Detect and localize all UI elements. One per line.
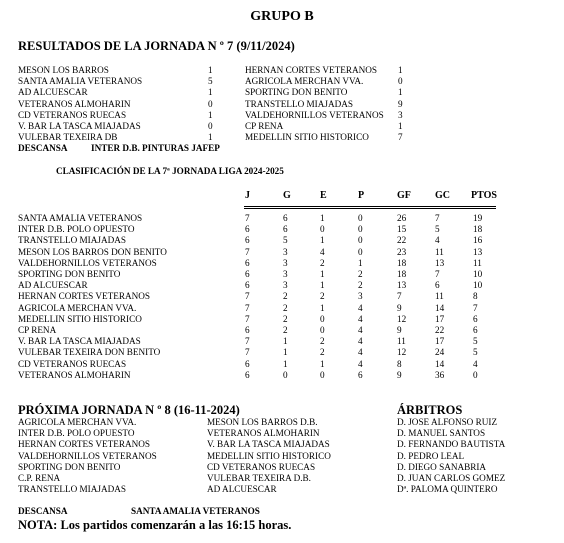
result-away-team: SPORTING DON BENITO bbox=[245, 87, 348, 98]
standings-gf: 13 bbox=[397, 280, 407, 291]
standings-gc: 22 bbox=[435, 325, 445, 335]
standings-j: 7 bbox=[245, 313, 250, 324]
standings-gf: 7 bbox=[397, 291, 402, 302]
standings-p: 4 bbox=[358, 325, 363, 335]
standings-gf: 9 bbox=[397, 369, 402, 380]
referee-name: D. MANUEL SANTOS bbox=[397, 428, 486, 439]
standings-g: 3 bbox=[283, 257, 288, 268]
standings-g: 6 bbox=[283, 213, 288, 223]
standings-team: VULEBAR TEXEIRA DON BENITO bbox=[18, 347, 161, 358]
standings-e: 4 bbox=[320, 246, 325, 257]
standings-g: 3 bbox=[283, 269, 288, 279]
next-away-team: MEDELLIN SITIO HISTORICO bbox=[207, 450, 331, 461]
standings-ptos: 16 bbox=[473, 235, 483, 246]
standings-ptos: 5 bbox=[473, 347, 478, 358]
standings-j: 7 bbox=[245, 246, 250, 257]
referee-name: D. FERNANDO BAUTISTA bbox=[397, 439, 506, 450]
standings-gc: 5 bbox=[435, 224, 440, 235]
standings-g: 6 bbox=[283, 224, 288, 235]
standings-gc: 11 bbox=[435, 246, 444, 257]
result-home-score: 0 bbox=[208, 121, 213, 131]
standings-p: 0 bbox=[358, 246, 363, 257]
standings-j: 7 bbox=[245, 336, 250, 347]
standings-j: 7 bbox=[245, 291, 250, 302]
standings-team: VALDEHORNILLOS VETERANOS bbox=[18, 257, 157, 268]
next-home-team: SPORTING DON BENITO bbox=[18, 461, 121, 472]
standings-gc: 7 bbox=[435, 213, 440, 223]
standings-j: 6 bbox=[245, 369, 250, 380]
header-gc: GC bbox=[435, 190, 450, 201]
result-away-score: 3 bbox=[398, 109, 403, 120]
standings-p: 4 bbox=[358, 302, 363, 313]
next-home-team: C.P. RENA bbox=[18, 473, 61, 483]
result-home-score: 1 bbox=[208, 87, 213, 98]
next-rest-label: DESCANSA bbox=[18, 506, 68, 516]
header-j: J bbox=[245, 190, 250, 201]
standings-g: 2 bbox=[283, 313, 288, 324]
standings-gc: 14 bbox=[435, 358, 445, 369]
result-home-team: VULEBAR TEXEIRA DB bbox=[18, 132, 118, 143]
result-away-team: MEDELLIN SITIO HISTORICO bbox=[245, 132, 369, 143]
next-home-team: VALDEHORNILLOS VETERANOS bbox=[18, 450, 157, 461]
standings-p: 0 bbox=[358, 224, 363, 235]
next-away-team: AD ALCUESCAR bbox=[207, 484, 277, 495]
standings-e: 2 bbox=[320, 336, 325, 347]
standings-g: 3 bbox=[283, 246, 288, 257]
standings-team: VETERANOS ALMOHARIN bbox=[18, 369, 131, 380]
standings-header-rule-2 bbox=[244, 208, 496, 209]
standings-gf: 22 bbox=[397, 235, 407, 246]
standings-gf: 11 bbox=[397, 336, 406, 347]
standings-p: 4 bbox=[358, 336, 363, 347]
standings-ptos: 10 bbox=[473, 280, 483, 291]
standings-gf: 23 bbox=[397, 246, 407, 257]
standings-g: 3 bbox=[283, 280, 288, 291]
standings-gc: 17 bbox=[435, 313, 445, 324]
result-home-team: VETERANOS ALMOHARIN bbox=[18, 98, 131, 109]
standings-p: 0 bbox=[358, 235, 363, 246]
next-away-team: CD VETERANOS RUECAS bbox=[207, 461, 316, 472]
standings-team: SANTA AMALIA VETERANOS bbox=[18, 213, 143, 223]
result-away-team: AGRICOLA MERCHAN VVA. bbox=[245, 76, 364, 87]
standings-ptos: 5 bbox=[473, 336, 478, 347]
standings-g: 0 bbox=[283, 369, 288, 380]
result-home-score: 1 bbox=[208, 132, 213, 143]
standings-team: MEDELLIN SITIO HISTORICO bbox=[18, 313, 142, 324]
result-away-team: TRANSTELLO MIAJADAS bbox=[245, 98, 353, 109]
standings-gf: 9 bbox=[397, 325, 402, 335]
standings-e: 0 bbox=[320, 224, 325, 235]
standings-ptos: 4 bbox=[473, 358, 478, 369]
standings-header-rule bbox=[244, 206, 496, 207]
next-away-team: VETERANOS ALMOHARIN bbox=[207, 428, 320, 439]
result-away-score: 1 bbox=[398, 87, 403, 98]
standings-j: 7 bbox=[245, 213, 250, 223]
standings-gf: 18 bbox=[397, 257, 407, 268]
standings-e: 1 bbox=[320, 302, 325, 313]
standings-p: 3 bbox=[358, 291, 363, 302]
standings-ptos: 6 bbox=[473, 313, 478, 324]
header-gf: GF bbox=[397, 190, 411, 201]
header-p: P bbox=[358, 190, 365, 201]
standings-g: 5 bbox=[283, 235, 288, 246]
header-e: E bbox=[320, 190, 327, 201]
result-home-team: MESON LOS BARROS bbox=[18, 65, 109, 75]
standings-team: CP RENA bbox=[18, 325, 57, 335]
standings-p: 1 bbox=[358, 257, 363, 268]
result-home-score: 1 bbox=[208, 65, 213, 75]
standings-gf: 12 bbox=[397, 313, 407, 324]
standings-g: 2 bbox=[283, 325, 288, 335]
standings-j: 7 bbox=[245, 302, 250, 313]
result-home-team: SANTA AMALIA VETERANOS bbox=[18, 76, 143, 87]
result-away-team: HERNAN CORTES VETERANOS bbox=[245, 65, 377, 75]
standings-j: 6 bbox=[245, 358, 250, 369]
standings-j: 6 bbox=[245, 235, 250, 246]
standings-e: 0 bbox=[320, 369, 325, 380]
next-home-team: TRANSTELLO MIAJADAS bbox=[18, 484, 126, 495]
standings-e: 0 bbox=[320, 325, 325, 335]
standings-p: 0 bbox=[358, 213, 363, 223]
referee-name: D. PEDRO LEAL bbox=[397, 450, 465, 461]
result-away-score: 1 bbox=[398, 121, 403, 131]
standings-gc: 11 bbox=[435, 291, 444, 302]
standings-gc: 36 bbox=[435, 369, 445, 380]
standings-g: 2 bbox=[283, 291, 288, 302]
result-home-score: 5 bbox=[208, 76, 213, 87]
standings-gf: 18 bbox=[397, 269, 407, 279]
header-ptos: PTOS bbox=[471, 190, 497, 201]
standings-j: 7 bbox=[245, 347, 250, 358]
result-away-score: 0 bbox=[398, 76, 403, 87]
standings-gc: 13 bbox=[435, 257, 445, 268]
standings-p: 6 bbox=[358, 369, 363, 380]
standings-team: AD ALCUESCAR bbox=[18, 280, 88, 291]
next-away-team: MESON LOS BARROS D.B. bbox=[207, 417, 318, 427]
note: NOTA: Los partidos comenzarán a las 16:15 horas. bbox=[18, 518, 292, 532]
standings-gf: 8 bbox=[397, 358, 402, 369]
standings-ptos: 10 bbox=[473, 269, 483, 279]
result-away-team: CP RENA bbox=[245, 121, 284, 131]
standings-gc: 4 bbox=[435, 235, 440, 246]
results-rest-team: INTER D.B. PINTURAS JAFEP bbox=[91, 143, 220, 153]
next-away-team: VULEBAR TEXEIRA D.B. bbox=[207, 473, 311, 483]
standings-gc: 17 bbox=[435, 336, 445, 347]
standings-e: 2 bbox=[320, 257, 325, 268]
next-away-team: V. BAR LA TASCA MIAJADAS bbox=[207, 439, 330, 450]
standings-e: 2 bbox=[320, 291, 325, 302]
standings-team: AGRICOLA MERCHAN VVA. bbox=[18, 302, 137, 313]
standings-gf: 9 bbox=[397, 302, 402, 313]
standings-gf: 26 bbox=[397, 213, 407, 223]
standings-e: 1 bbox=[320, 235, 325, 246]
standings-ptos: 19 bbox=[473, 213, 483, 223]
standings-g: 1 bbox=[283, 347, 288, 358]
result-away-score: 9 bbox=[398, 98, 403, 109]
next-round-title: PRÓXIMA JORNADA N º 8 (16-11-2024) bbox=[18, 403, 240, 417]
referee-name: D. JOSE ALFONSO RUIZ bbox=[397, 417, 498, 427]
next-home-team: AGRICOLA MERCHAN VVA. bbox=[18, 417, 137, 427]
standings-ptos: 0 bbox=[473, 369, 478, 380]
standings-gf: 15 bbox=[397, 224, 407, 235]
standings-e: 2 bbox=[320, 347, 325, 358]
result-home-team: AD ALCUESCAR bbox=[18, 87, 88, 98]
standings-team: SPORTING DON BENITO bbox=[18, 269, 121, 279]
standings-header bbox=[0, 190, 564, 204]
result-away-score: 1 bbox=[398, 65, 403, 75]
referee-name: D. DIEGO SANABRIA bbox=[397, 461, 487, 472]
standings-j: 6 bbox=[245, 280, 250, 291]
standings-j: 6 bbox=[245, 269, 250, 279]
result-away-score: 7 bbox=[398, 132, 403, 143]
standings-g: 1 bbox=[283, 358, 288, 369]
result-away-team: VALDEHORNILLOS VETERANOS bbox=[245, 109, 384, 120]
result-home-score: 1 bbox=[208, 109, 213, 120]
standings-e: 1 bbox=[320, 358, 325, 369]
standings-gc: 14 bbox=[435, 302, 445, 313]
standings-gc: 6 bbox=[435, 280, 440, 291]
standings-ptos: 7 bbox=[473, 302, 478, 313]
standings-p: 2 bbox=[358, 280, 363, 291]
result-home-team: CD VETERANOS RUECAS bbox=[18, 109, 127, 120]
standings-gf: 12 bbox=[397, 347, 407, 358]
header-g: G bbox=[283, 190, 291, 201]
standings-e: 1 bbox=[320, 280, 325, 291]
standings-e: 0 bbox=[320, 313, 325, 324]
next-home-team: HERNAN CORTES VETERANOS bbox=[18, 439, 150, 450]
standings-p: 4 bbox=[358, 358, 363, 369]
standings-ptos: 18 bbox=[473, 224, 483, 235]
standings-ptos: 8 bbox=[473, 291, 478, 302]
next-home-team: INTER D.B. POLO OPUESTO bbox=[18, 428, 135, 439]
standings-gc: 7 bbox=[435, 269, 440, 279]
standings-ptos: 13 bbox=[473, 246, 483, 257]
standings-team: CD VETERANOS RUECAS bbox=[18, 358, 127, 369]
standings-p: 4 bbox=[358, 313, 363, 324]
standings-e: 1 bbox=[320, 213, 325, 223]
standings-j: 6 bbox=[245, 224, 250, 235]
standings-title: CLASIFICACIÓN DE LA 7ª JORNADA LIGA 2024-2025 bbox=[56, 166, 284, 176]
standings-p: 4 bbox=[358, 347, 363, 358]
group-title: GRUPO B bbox=[250, 9, 314, 24]
standings-team: MESON LOS BARROS DON BENITO bbox=[18, 246, 167, 257]
standings-j: 6 bbox=[245, 257, 250, 268]
standings-team: V. BAR LA TASCA MIAJADAS bbox=[18, 336, 141, 347]
standings-e: 1 bbox=[320, 269, 325, 279]
result-home-team: V. BAR LA TASCA MIAJADAS bbox=[18, 121, 141, 131]
standings-team: TRANSTELLO MIAJADAS bbox=[18, 235, 126, 246]
results-title: RESULTADOS DE LA JORNADA N º 7 (9/11/2024) bbox=[18, 39, 295, 53]
result-home-score: 0 bbox=[208, 98, 213, 109]
referee-name: Dª. PALOMA QUINTERO bbox=[397, 484, 498, 495]
standings-j: 6 bbox=[245, 325, 250, 335]
results-rest-label: DESCANSA bbox=[18, 143, 68, 153]
referees-title: ÁRBITROS bbox=[397, 403, 463, 417]
standings-p: 2 bbox=[358, 269, 363, 279]
standings-team: INTER D.B. POLO OPUESTO bbox=[18, 224, 135, 235]
standings-ptos: 11 bbox=[473, 257, 482, 268]
standings-g: 1 bbox=[283, 336, 288, 347]
referee-name: D. JUAN CARLOS GOMEZ bbox=[397, 473, 506, 483]
standings-gc: 24 bbox=[435, 347, 445, 358]
standings-ptos: 6 bbox=[473, 325, 478, 335]
next-rest-team: SANTA AMALIA VETERANOS bbox=[131, 506, 260, 516]
standings-team: HERNAN CORTES VETERANOS bbox=[18, 291, 150, 302]
standings-g: 2 bbox=[283, 302, 288, 313]
